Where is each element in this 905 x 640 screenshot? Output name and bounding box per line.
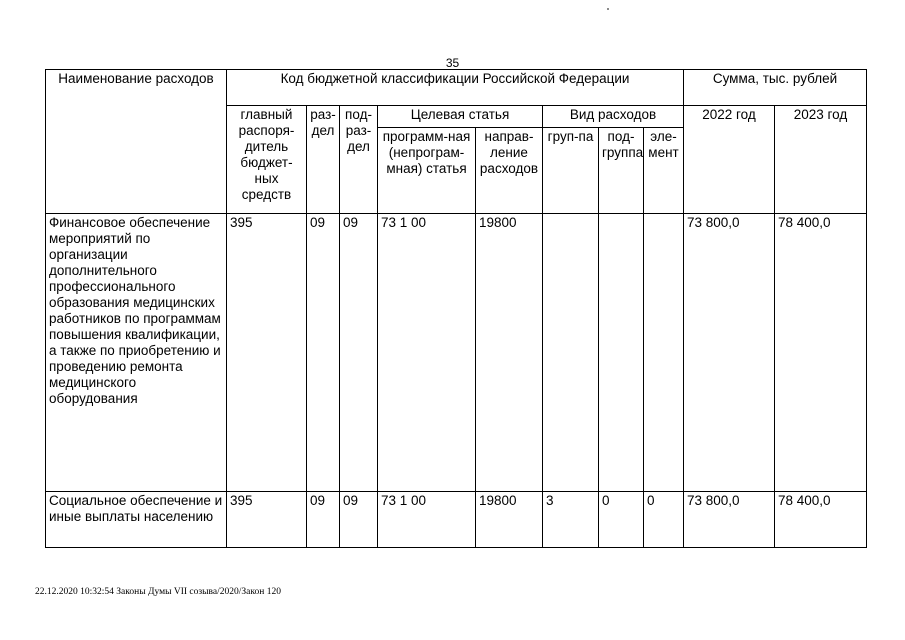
header-year-2023: 2023 год bbox=[775, 106, 867, 214]
header-section: раз-дел bbox=[307, 106, 340, 214]
row-group: 3 bbox=[543, 492, 599, 548]
table-row bbox=[46, 492, 867, 548]
row-manager: 395 bbox=[227, 492, 307, 548]
header-direction: направ-ление расходов bbox=[476, 128, 543, 214]
header-sum: Сумма, тыс. рублей bbox=[684, 70, 867, 106]
header-year-2022: 2022 год bbox=[684, 106, 775, 214]
header-row-1 bbox=[46, 70, 867, 106]
page-number: 35 bbox=[445, 56, 460, 70]
header-target-article: Целевая статья bbox=[378, 106, 543, 128]
row-element bbox=[644, 214, 684, 492]
row-group bbox=[543, 214, 599, 492]
row-sum-2022: 73 800,0 bbox=[684, 214, 775, 492]
row-element: 0 bbox=[644, 492, 684, 548]
row-subgroup: 0 bbox=[599, 492, 644, 548]
row-sum-2023: 78 400,0 bbox=[775, 492, 867, 548]
budget-table bbox=[45, 69, 867, 548]
row-section: 09 bbox=[307, 492, 340, 548]
row-name: Социальное обеспечение и иные выплаты населению bbox=[46, 492, 227, 548]
table-row bbox=[46, 214, 867, 492]
header-element: эле-мент bbox=[644, 128, 684, 214]
header-subsection: под-раз-дел bbox=[340, 106, 378, 214]
scan-speck bbox=[607, 8, 609, 10]
row-direction: 19800 bbox=[476, 492, 543, 548]
header-expense-type: Вид расходов bbox=[543, 106, 684, 128]
header-name: Наименование расходов bbox=[46, 70, 227, 214]
header-subgroup: под-группа bbox=[599, 128, 644, 214]
header-group: груп-па bbox=[543, 128, 599, 214]
row-program: 73 1 00 bbox=[378, 214, 476, 492]
row-sum-2022: 73 800,0 bbox=[684, 492, 775, 548]
row-program: 73 1 00 bbox=[378, 492, 476, 548]
row-sum-2023: 78 400,0 bbox=[775, 214, 867, 492]
row-direction: 19800 bbox=[476, 214, 543, 492]
header-program: программ-ная (непрограм-мная) статья bbox=[378, 128, 476, 214]
row-subgroup bbox=[599, 214, 644, 492]
row-subsection: 09 bbox=[340, 492, 378, 548]
header-kbk: Код бюджетной классификации Российской Федерации bbox=[227, 70, 684, 106]
row-section: 09 bbox=[307, 214, 340, 492]
footer-stamp: 22.12.2020 10:32:54 Законы Думы VII созыва/2020/Закон 120 bbox=[35, 587, 281, 597]
header-manager: главный распоря-дитель бюджет-ных средств bbox=[227, 106, 307, 214]
row-subsection: 09 bbox=[340, 214, 378, 492]
row-manager: 395 bbox=[227, 214, 307, 492]
row-name: Финансовое обеспечение мероприятий по организации дополнительного профессионального образования медицинских работников по программам повышения квалификации, а также по приобретению и проведению ремонта медицинского оборудования bbox=[46, 214, 227, 492]
